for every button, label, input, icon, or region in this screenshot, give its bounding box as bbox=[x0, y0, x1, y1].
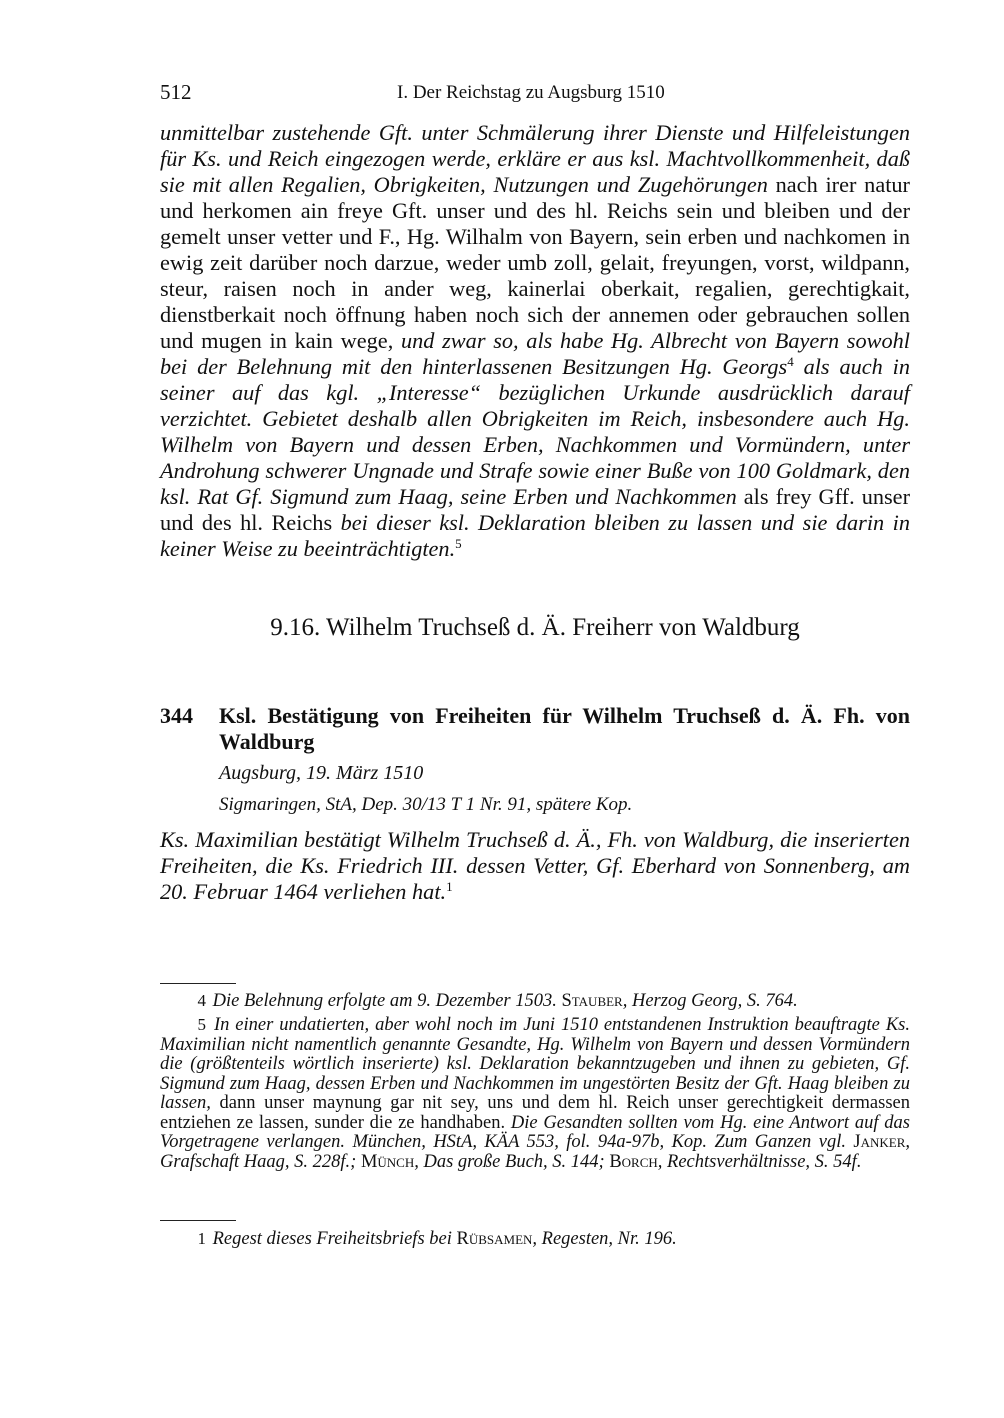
document-number: 344 bbox=[160, 703, 193, 728]
footnote-text: , Rechtsverhältnisse, S. 54f. bbox=[657, 1151, 862, 1172]
document-title: Ksl. Bestätigung von Freiheiten für Wilhelm Truchseß d. Ä. Fh. von Waldburg bbox=[219, 703, 910, 754]
document-regest bbox=[160, 827, 910, 905]
body-quote-1: nach irer natur und herkomen ain freye Gft. unser und des hl. Reichs sein und bleiben und der gemelt unser vetter und F., Hg. Wilhalm von Bayern, sein erben und nachkomen in ewig zeit darüber noch darzue, weder umb zoll, gelait, freyungen, vorst, wildpann, steur, raisen noch in ander weg, kainerlai oberkait, regalien, gerechtigkait, dienstberkait noch öffnung haben noch sich der annemen oder gebrauchen sollen und mugen in kain wege, bbox=[160, 172, 910, 353]
document-source: Sigmaringen, StA, Dep. 30/13 T 1 Nr. 91, spätere Kop. bbox=[219, 794, 633, 815]
author-name: Janker bbox=[853, 1132, 906, 1152]
footnote-ref-4[interactable]: 4 bbox=[787, 354, 794, 369]
footnote-text: , Regesten, Nr. 196. bbox=[532, 1229, 677, 1249]
footnote-1 bbox=[160, 1229, 910, 1250]
body-paragraph bbox=[160, 120, 910, 562]
footnote-4 bbox=[160, 991, 910, 1012]
body-italic-1: unmittelbar zustehende Gft. unter Schmälerung ihrer Dienste und Hilfeleistungen für Ks. und Reich eingezogen werde, erkläre er aus ksl. Machtvollkommenheit, daß sie mit allen Regalien, Obrigkeiten, Nutzungen und Zugehörungen bbox=[160, 120, 910, 197]
footnote-text: Die Belehnung erfolgte am 9. Dezember 1503. bbox=[212, 991, 562, 1011]
footnote-text: , Grafschaft Haag, S. 228f.; bbox=[160, 1132, 910, 1172]
footnote-rule bbox=[160, 1220, 236, 1221]
footnote-rule bbox=[160, 983, 236, 984]
body-italic-4: bei dieser ksl. Deklaration bleiben zu lassen und sie darin in keiner Weise zu beeinträchtigten. bbox=[160, 510, 910, 561]
footnote-text: Die Gesandten sollten vom Hg. eine Antwort auf das Vorgetragene verlangen. München, HStA, KÄA 553, fol. 94a-97b, Kop. Zum Ganzen vgl. bbox=[160, 1112, 910, 1152]
section-heading: 9.16. Wilhelm Truchseß d. Ä. Freiherr von Waldburg bbox=[270, 614, 800, 641]
author-name: Stauber bbox=[561, 991, 623, 1011]
footnote-number: 4 bbox=[197, 991, 206, 1010]
author-name: Borch bbox=[609, 1151, 658, 1172]
body-italic-2: und zwar so, als habe Hg. Albrecht von Bayern sowohl bei der Belehnung mit den hinterlassenen Besitzungen Hg. Georgs bbox=[160, 328, 910, 379]
regest-text: Ks. Maximilian bestätigt Wilhelm Truchseß d. Ä., Fh. von Waldburg, die inserierten Freiheiten, die Ks. Friedrich III. dessen Vetter, Gf. Eberhard von Sonnenberg, am 20. Februar 1464 verliehen hat. bbox=[160, 827, 910, 904]
author-name: Münch bbox=[360, 1151, 415, 1172]
footnote-number: 5 bbox=[197, 1015, 206, 1034]
page-number: 512 bbox=[160, 80, 192, 104]
footnote-quote: dann unser maynung gar nit sey, uns und dem hl. Reich unser gerechtigkeit dermassen entziehen ze lassen, sunder die ze handhaben. bbox=[160, 1093, 910, 1133]
footnote-text: , Das große Buch, S. 144; bbox=[414, 1151, 610, 1172]
body-quote-2: als frey Gff. unser und des hl. Reichs bbox=[160, 484, 910, 535]
footnote-text: In einer undatierten, aber wohl noch im Juni 1510 entstandenen Instruktion beauftragte Ks. Maximilian nicht namentlich genannte Gesandte, Hg. Wilhelm von Bayern und dessen Vormündern die (größtenteils wörtlich inserierte) ksl. Deklaration bekanntzugeben und ihnen zu gebieten, Gf. Sigmund zum Haag, dessen Erben und Nachkommen im ungestörten Besitz der Gft. Haag bleiben zu lassen, bbox=[160, 1015, 910, 1113]
footnote-ref-5[interactable]: 5 bbox=[455, 536, 462, 551]
footnote-text: , Herzog Georg, S. 764. bbox=[622, 991, 798, 1011]
running-title: I. Der Reichstag zu Augsburg 1510 bbox=[397, 82, 665, 103]
footnote-ref-1[interactable]: 1 bbox=[446, 879, 453, 894]
footnote-5 bbox=[160, 1015, 910, 1172]
body-italic-3: als auch in seiner auf das kgl. „Interesse“ bezüglichen Urkunde ausdrücklich darauf verzichtet. Gebietet deshalb allen Obrigkeiten im Reich, insbesondere auch Hg. Wilhelm von Bayern und dessen Erben, Nachkommen und Vormündern, unter Androhung schwerer Ungnade und Strafe sowie einer Buße von 100 Goldmark, den ksl. Rat Gf. Sigmund zum Haag, seine Erben und Nachkommen bbox=[160, 354, 910, 509]
footnote-number: 1 bbox=[197, 1229, 206, 1248]
author-name: Rübsamen bbox=[456, 1229, 533, 1249]
footnote-text: Regest dieses Freiheitsbriefs bei bbox=[212, 1229, 457, 1249]
document-place-date: Augsburg, 19. März 1510 bbox=[219, 762, 424, 784]
